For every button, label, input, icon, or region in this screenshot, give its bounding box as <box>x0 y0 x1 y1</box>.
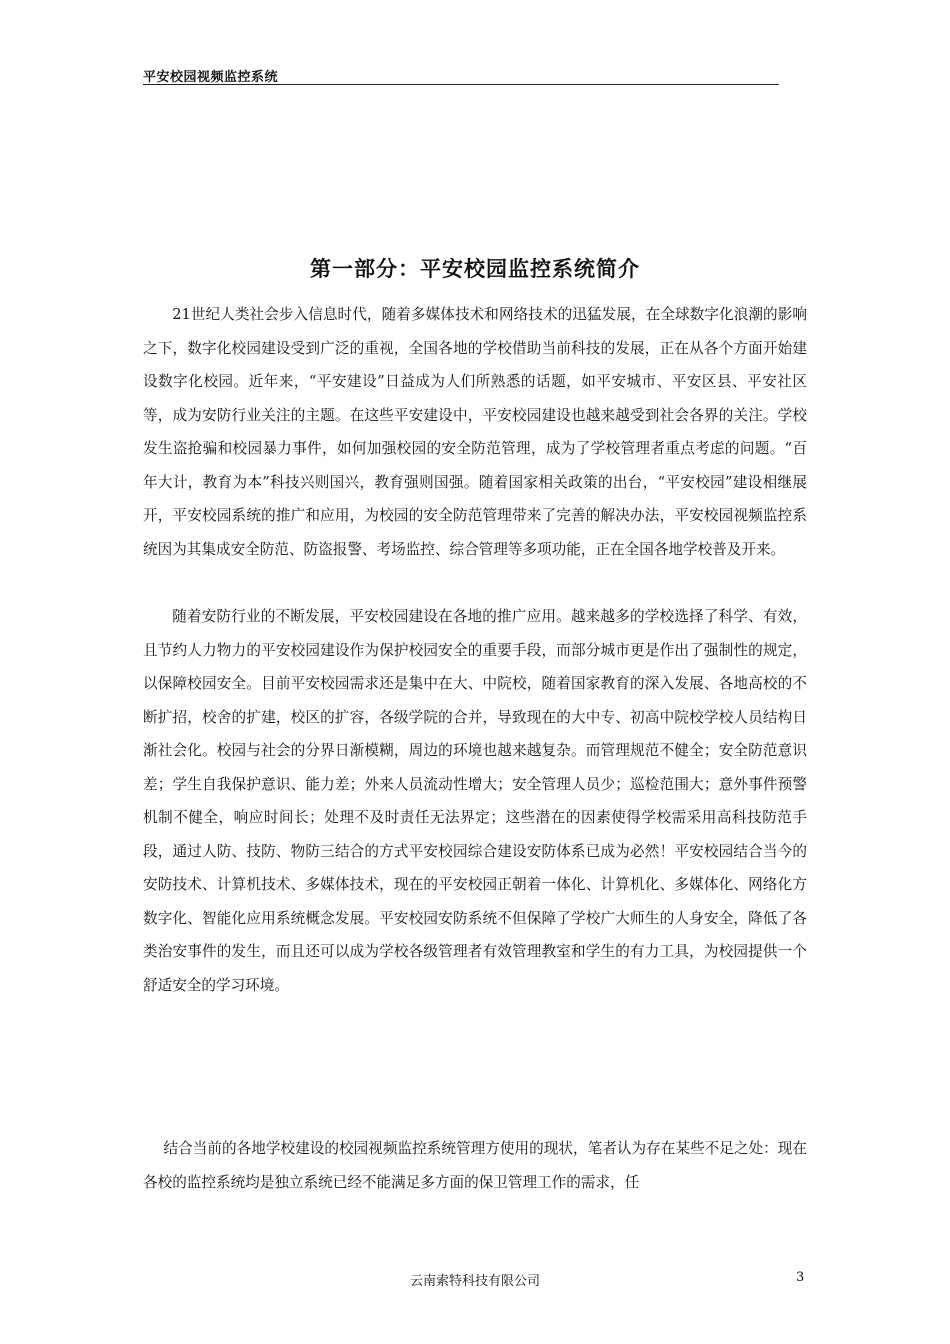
paragraph-3: 结合当前的各地学校建设的校园视频监控系统管理方使用的现状，笔者认为存在某些不足之处：现在各校的监控系统均是独立系统已经不能满足多方面的保卫管理工作的需求，任 <box>143 1140 807 1191</box>
page-number: 3 <box>796 1270 805 1285</box>
paragraph-1: 21世纪人类社会步入信息时代，随着多媒体技术和网络技术的迅猛发展，在全球数字化浪潮的影响之下，数字化校园建设受到广泛的重视，全国各地的学校借助当前科技的发展，正在从各个方面开始建设数字化校园。近年来，“平安建设”日益成为人们所熟悉的话题，如平安城市、平安区县、平安社区等，成为安防行业关注的主题。在这些平安建设中，平安校园建设也越来越受到社会各界的关注。学校发生盗抢骗和校园暴力事件，如何加强校园的安全防范管理，成为了学校管理者重点考虑的问题。“百年大计，教育为本”科技兴则国兴，教育强则国强。随着国家相关政策的出台，“平安校园”建设相继展开，平安校园系统的推广和应用，为校园的安全防范管理带来了完善的解决办法，平安校园视频监控系统因为其集成安全防范、防盗报警、考场监控、综合管理等多项功能，正在全国各地学校普及开来。 <box>143 306 807 558</box>
paragraph-2: 随着安防行业的不断发展，平安校园建设在各地的推广应用。越来越多的学校选择了科学、有效，且节约人力物力的平安校园建设作为保护校园安全的重要手段，而部分城市更是作出了强制性的规定，以保障校园安全。目前平安校园需求还是集中在大、中院校，随着国家教育的深入发展、各地高校的不断扩招，校舍的扩建，校区的扩容，各级学院的合并，导致现在的大中专、初高中院校学校人员结构日渐社会化。校园与社会的分界日渐模糊，周边的环境也越来越复杂。而管理规范不健全；安全防范意识差；学生自我保护意识、能力差；外来人员流动性增大；安全管理人员少；巡检范围大；意外事件预警机制不健全，响应时间长；处理不及时责任无法界定；这些潜在的因素使得学校需采用高科技防范手段，通过人防、技防、物防三结合的方式平安校园综合建设安防体系已成为必然！平安校园结合当今的安防技术、计算机技术、多媒体技术，现在的平安校园正朝着一体化、计算机化、多媒体化、网络化方数字化、智能化应用系统概念发展。平安校园安防系统不但保障了学校广大师生的人身安全，降低了各类治安事件的发生，而且还可以成为学校各级管理者有效管理教室和学生的有力工具，为校园提供一个舒适安全的学习环境。 <box>143 608 807 994</box>
section-heading: 第一部分：平安校园监控系统简介 <box>310 257 640 281</box>
header-title: 平安校园视频监控系统 <box>143 70 279 85</box>
header-divider <box>143 84 779 85</box>
footer-company: 云南索特科技有限公司 <box>409 1274 540 1289</box>
